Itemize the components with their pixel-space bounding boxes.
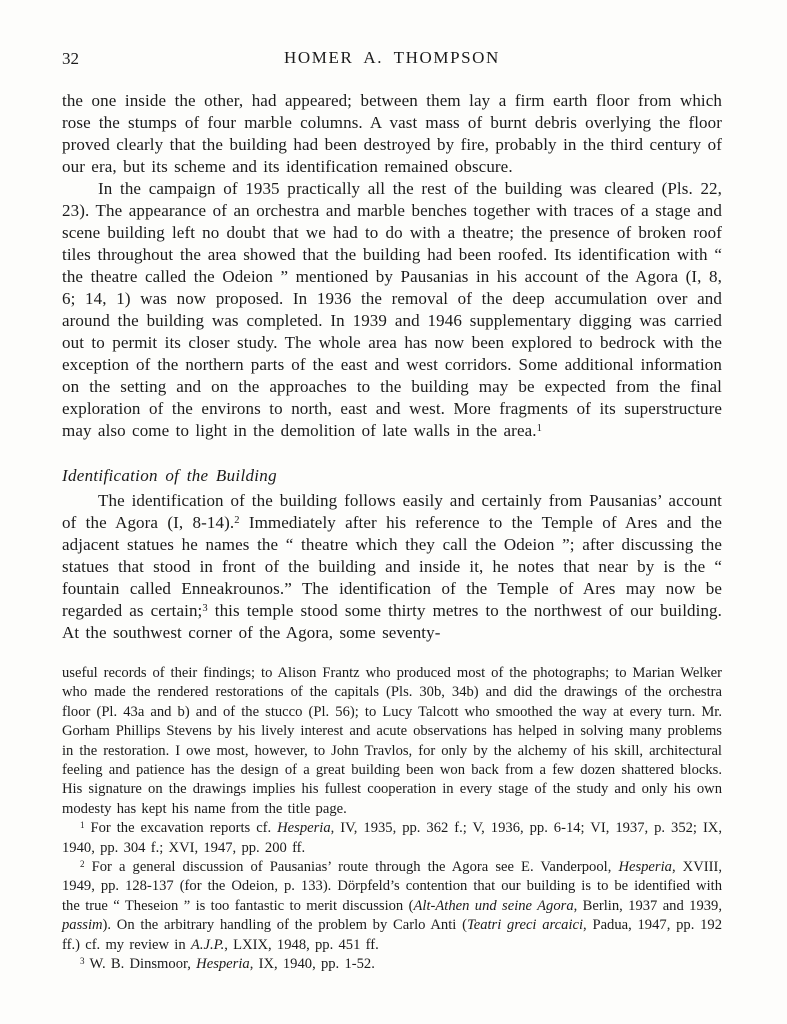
- latin-term: passim: [62, 917, 103, 934]
- journal-title: Hesperia: [277, 820, 331, 837]
- footnote-1-marker: 1: [80, 820, 85, 831]
- journal-title: Hesperia: [196, 956, 250, 973]
- footnote-3-marker: 3: [80, 956, 85, 967]
- footnote-ref-3: 3: [202, 603, 208, 615]
- footnote-text: , LXIX, 1948, pp. 451 ff.: [224, 936, 379, 953]
- footnote-1: [62, 819, 722, 858]
- paragraph-continuation: the one inside the other, had appeared; between them lay a firm earth floor from which rose the stumps of four marble columns. A vast mass of burnt debris overlying the floor proved clearly that the building had been destroyed by fire, probably in the third century of our era, but its scheme and its identification remained obscure.: [62, 91, 722, 176]
- page-number: 32: [62, 49, 79, 68]
- footnote-text: , Berlin, 1937 and 1939,: [573, 897, 722, 914]
- footnote-text: , XVIII, 1949, pp. 128-137 (for the Odeion, p. 133). Dörpfeld’s contention that our building is to be identified with the true “ Theseion ” is too fantastic to merit discussion (: [62, 859, 722, 914]
- footnote-2: [62, 858, 722, 955]
- footnote-text: W. B. Dinsmoor,: [84, 956, 197, 973]
- paragraph-identification: [62, 490, 722, 644]
- footnote-3: [62, 955, 722, 974]
- page-header: [62, 48, 722, 72]
- book-title: Teatri greci arcaici: [466, 917, 584, 934]
- footnote-text: For a general discussion of Pausanias’ route through the Agora see E. Vanderpool,: [84, 859, 619, 876]
- footnote-text: , Padua, 1947, pp. 192 ff.) cf. my review in: [62, 917, 722, 953]
- footnotes-block: [62, 664, 722, 975]
- footnote-text: ). On the arbitrary handling of the problem by Carlo Anti (: [102, 917, 467, 934]
- journal-title: Hesperia: [618, 859, 672, 876]
- section-heading: Identification of the Building: [62, 466, 277, 485]
- running-head: HOMER A. THOMPSON: [284, 48, 500, 67]
- footnote-text: , IV, 1935, pp. 362 f.; V, 1936, pp. 6-14; VI, 1937, p. 352; IX, 1940, pp. 304 f.; XVI, 1947, pp. 200 ff.: [62, 820, 722, 856]
- paragraph-campaign-1935: [62, 178, 722, 442]
- paragraph-text: The identification of the building follows easily and certainly from Pausanias’ account of the Agora (I, 8-14).: [62, 491, 722, 532]
- paragraph-text: In the campaign of 1935 practically all the rest of the building was cleared (Pls. 22, 23). The appearance of an orchestra and marble benches together with traces of a stage and scene building left no doubt that we had to do with a theatre; the presence of broken roof tiles throughout the area showed that the building had been roofed. Its identification with “ the theatre called the Odeion ” mentioned by Pausanias in his account of the Agora (I, 8, 6; 14, 1) was now proposed. In 1936 the removal of the deep accumulation over and around the building was completed. In 1939 and 1946 supplementary digging was carried out to permit its closer study. The whole area has now been explored to bedrock with the exception of the northern parts of the east and west corridors. Some additional information on the setting and on the approaches to the building may be expected from the final exploration of the environs to north, east and west. More fragments of its superstructure may also come to light in the demolition of late walls in the area.: [62, 179, 722, 440]
- paragraph-text: this temple stood some thirty metres to the northwest of our building. At the southwest corner of the Agora, some seventy-: [62, 601, 722, 642]
- footnote-continuation: useful records of their findings; to Alison Frantz who produced most of the photographs; to Marian Welker who made the rendered restorations of the capitals (Pls. 30b, 34b) and did the drawings of the orchestra floor (Pl. 43a and b) and of the stucco (Pl. 56); to Lucy Talcott who smoothed the way at every turn. Mr. Gorham Phillips Stevens by his lively interest and acute observations has helped in solving many problems in the restoration. I owe most, however, to John Travlos, for only by the alchemy of his skill, architectural feeling and patience has the design of a great building been won back from a few dozen shattered blocks. His signature on the drawings implies his fullest cooperation in every stage of the study and only his own modesty has kept his name from the title page.: [62, 665, 722, 817]
- footnote-ref-1: 1: [536, 423, 542, 435]
- footnote-text: For the excavation reports cf.: [84, 820, 278, 837]
- footnote-text: , IX, 1940, pp. 1-52.: [249, 956, 375, 973]
- footnote-ref-2: 2: [234, 515, 240, 527]
- footnote-2-marker: 2: [80, 859, 85, 869]
- book-title: Alt-Athen und seine Agora: [413, 897, 574, 914]
- journal-title: A.J.P.: [190, 936, 225, 953]
- paragraph-text: Immediately after his reference to the Temple of Ares and the adjacent statues he names the “ theatre which they call the Odeion ”; after discussing the statues that stood in front of the building and inside it, he notes that near by is the “ fountain called Enneakrounos.” The identification of the Temple of Ares may now be regarded as certain;: [62, 513, 723, 620]
- main-text: [62, 90, 722, 644]
